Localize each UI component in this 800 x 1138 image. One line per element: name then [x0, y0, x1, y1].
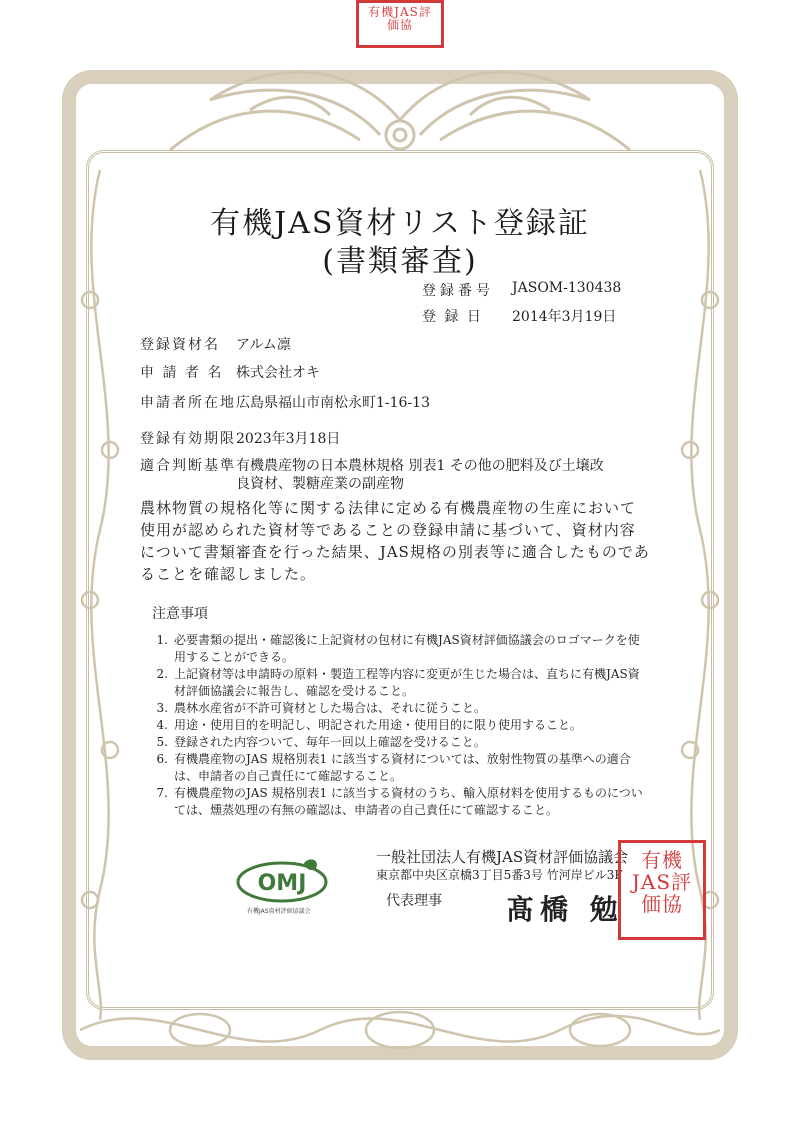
note-number: 4. — [156, 718, 168, 732]
note-number: 3. — [156, 701, 168, 715]
phoenix-ornament-icon — [150, 40, 650, 170]
field-value: 良資材、製糖産業の副産物 — [236, 476, 404, 492]
registration-date-label: 登 録 日 — [422, 309, 483, 325]
registration-number-value: JASOM-130438 — [512, 280, 622, 296]
note-text: 必要書類の提出・確認後に上記資材の包材に有機JAS資材評価協議会のロゴマークを使用することができる。 — [174, 633, 640, 664]
field-standard-continued — [236, 473, 404, 493]
note-number: 7. — [156, 786, 168, 800]
field-value: アルム凛 — [236, 337, 291, 353]
omj-logo — [234, 858, 330, 904]
note-item — [140, 734, 650, 751]
field-value: 広島県福山市南松永町1-16-13 — [236, 395, 430, 411]
top-official-seal — [356, 0, 444, 48]
logo-caption: 有機JAS資材評価協議会 — [247, 908, 311, 915]
document-subtitle: (書類審査) — [322, 244, 478, 279]
note-item — [140, 785, 650, 819]
certification-statement: 農林物質の規格化等に関する法律に定める有機農産物の生産において使用が認められた資材等であることの登録申請に基づいて、資材内容について書類審査を行った結果、JAS規格の別表等に適合したものであることを確認しました。 — [140, 499, 650, 583]
note-item — [140, 751, 650, 785]
notes-title: 注意事項 — [152, 606, 208, 622]
field-label: 申請者所在地 — [140, 395, 236, 411]
field-standard — [140, 455, 604, 475]
field-label: 登録有効期限 — [140, 431, 236, 447]
note-text: 有機農産物のJAS 規格別表1 に該当する資材については、放射性物質の基準への適合は、申請者の自己責任にて確認すること。 — [174, 752, 631, 783]
field-applicant-name — [140, 362, 320, 382]
field-material-name — [140, 334, 291, 354]
note-text: 用途・使用目的を明記し、明記された用途・使用目的に限り使用すること。 — [174, 718, 583, 732]
field-label: 申 請 者 名 — [140, 365, 224, 381]
issuer-address: 東京都中央区京橋3丁目5番3号 竹河岸ビル3F — [376, 868, 623, 882]
field-label: 適合判断基準 — [140, 458, 236, 474]
note-item — [140, 717, 650, 734]
registration-date-value: 2014年3月19日 — [512, 309, 617, 325]
representative-title: 代表理事 — [386, 893, 442, 909]
field-expiry-date — [140, 428, 340, 448]
note-text: 登録された内容ついて、毎年一回以上確認を受けること。 — [174, 735, 486, 749]
note-item — [140, 700, 650, 717]
field-label: 登録資材名 — [140, 337, 220, 353]
note-text: 有機農産物のJAS 規格別表1 に該当する資材のうち、輸入原材料を使用するものについては、燻蒸処理の有無の確認は、申請者の自己責任にて確認すること。 — [174, 786, 643, 817]
note-number: 1. — [156, 633, 168, 647]
notes-list — [140, 632, 650, 819]
top-seal-text: 有機JAS評価協 — [368, 5, 432, 32]
left-vine-ornament-icon — [60, 170, 140, 1020]
bottom-leaf-ornament-icon — [80, 990, 720, 1070]
field-applicant-address — [140, 392, 430, 412]
note-text: 上記資材等は申請時の原料・製造工程等内容に変更が生じた場合は、直ちに有機JAS資材評価協議会に報告し、確認を受けること。 — [174, 667, 640, 698]
note-number: 2. — [156, 667, 168, 681]
issuer-organization: 一般社団法人有機JAS資材評価協議会 — [376, 848, 629, 866]
note-item — [140, 632, 650, 666]
logo-text: OMJ — [257, 871, 307, 896]
note-number: 5. — [156, 735, 168, 749]
field-value: 2023年3月18日 — [236, 431, 341, 447]
registration-number-label: 登録番号 — [422, 283, 494, 299]
field-value: 株式会社オキ — [236, 365, 320, 381]
note-number: 6. — [156, 752, 168, 766]
representative-seal — [618, 840, 706, 940]
note-text: 農林水産省が不許可資材とした場合は、それに従うこと。 — [174, 701, 487, 715]
note-item — [140, 666, 650, 700]
representative-name: 髙橋 勉 — [506, 893, 624, 926]
bottom-seal-text: 有機JAS評価協 — [631, 848, 693, 916]
field-value: 有機農産物の日本農林規格 別表1 その他の肥料及び土壌改 — [236, 458, 604, 474]
document-title: 有機JAS資材リスト登録証 — [210, 206, 590, 241]
